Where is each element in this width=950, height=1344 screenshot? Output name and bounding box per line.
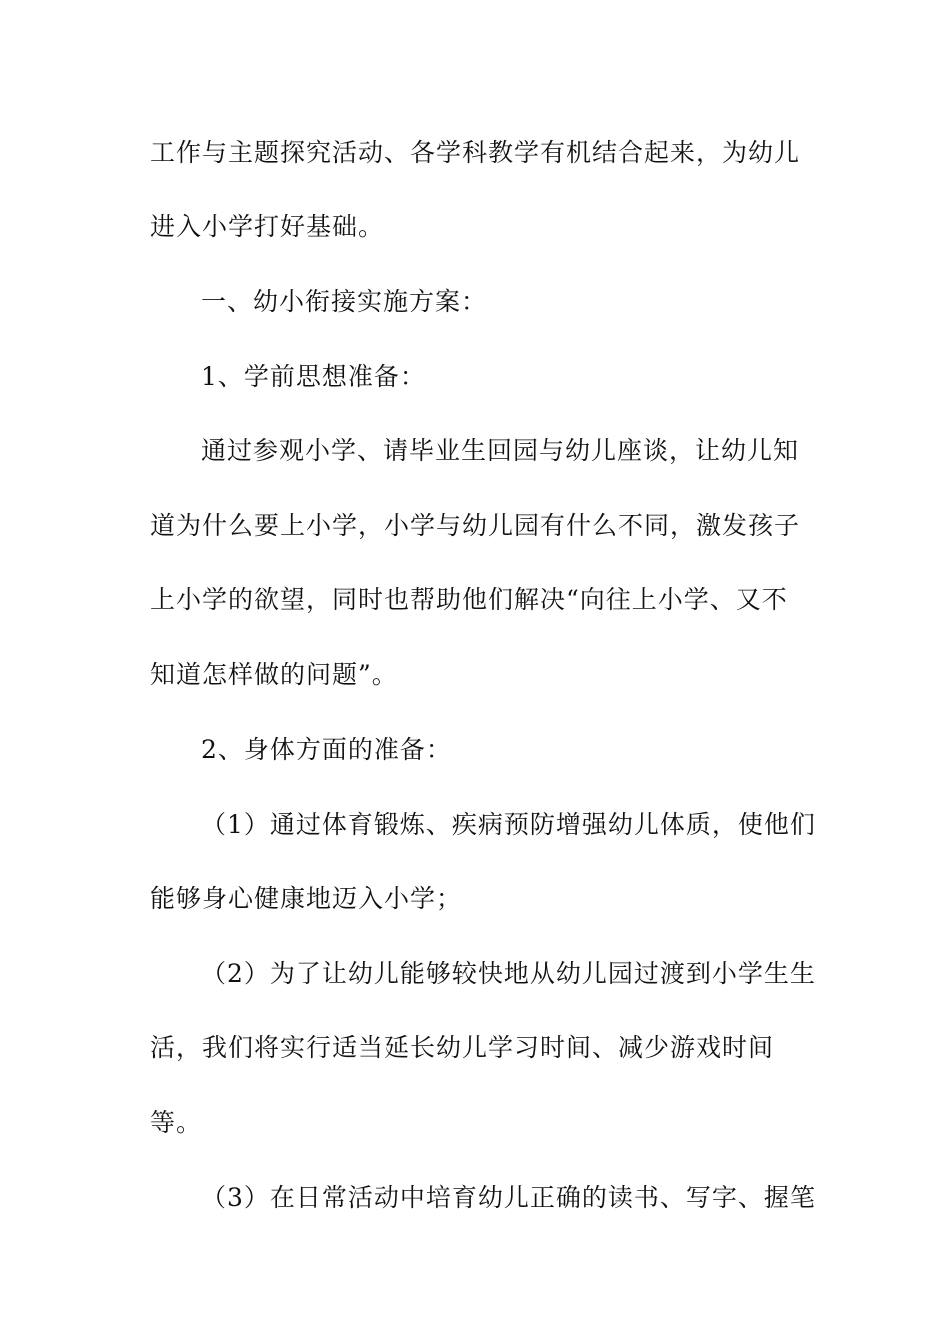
text-line: 上小学的欲望，同时也帮助他们解决“向往上小学、又不 <box>150 585 788 614</box>
subsection-heading: 2、身体方面的准备： <box>201 735 452 764</box>
text-line: （3）在日常活动中培育幼儿正确的读书、写字、握笔 <box>201 1183 816 1212</box>
text-line: 知道怎样做的问题”。 <box>150 660 398 689</box>
subsection-heading: 1、学前思想准备： <box>201 362 426 391</box>
section-heading: 一、幼小衔接实施方案： <box>201 287 488 316</box>
text-line: 道为什么要上小学，小学与幼儿园有什么不同，激发孩子 <box>150 511 801 540</box>
text-line: 通过参观小学、请毕业生回园与幼儿座谈，让幼儿知 <box>201 436 800 465</box>
text-line: 能够身心健康地迈入小学； <box>150 884 463 913</box>
text-line: （2）为了让幼儿能够较快地从幼儿园过渡到小学生生 <box>201 959 816 988</box>
text-line: 进入小学打好基础。 <box>150 212 385 241</box>
text-line: 活，我们将实行适当延长幼儿学习时间、减少游戏时间 <box>150 1033 775 1062</box>
text-line: 工作与主题探究活动、各学科教学有机结合起来，为幼儿 <box>150 138 801 167</box>
text-line: （1）通过体育锻炼、疾病预防增强幼儿体质，使他们 <box>201 810 816 839</box>
text-line: 等。 <box>150 1108 203 1137</box>
